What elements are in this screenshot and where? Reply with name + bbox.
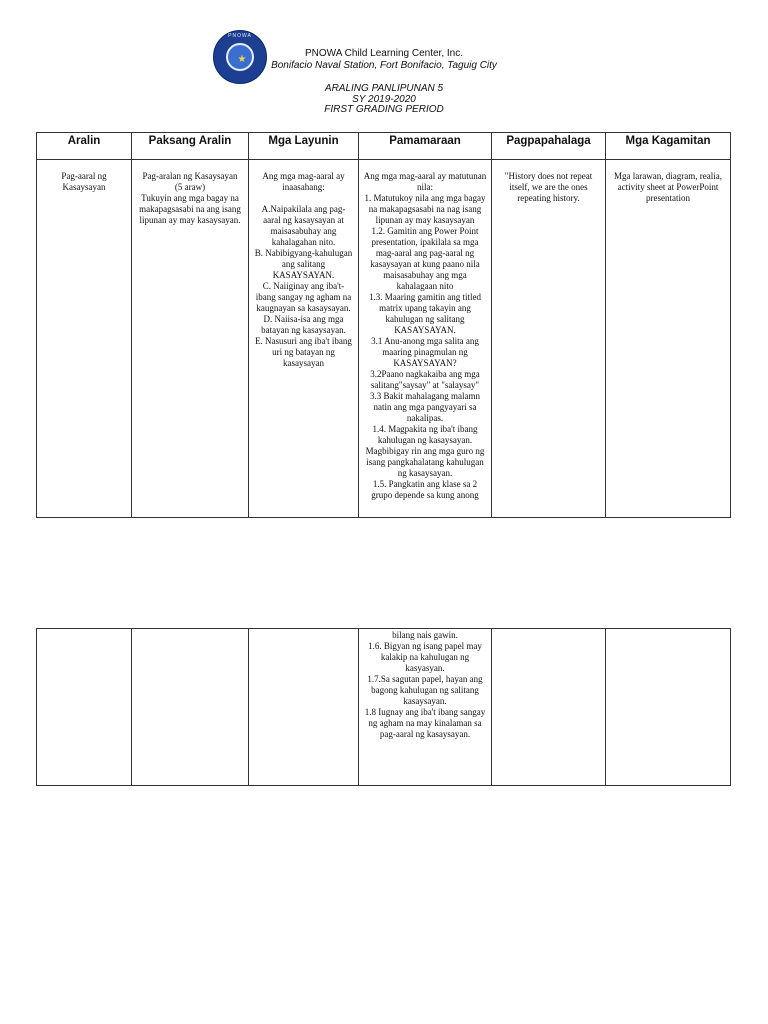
cell-pamamaraan	[359, 160, 492, 518]
logo-text: PNOWA	[228, 33, 252, 39]
col-header-mga-kagamitan: Mga Kagamitan	[606, 133, 731, 160]
kagamitan-text: Mga larawan, diagram, realia, activity sheet at PowerPoint presentation	[614, 171, 722, 203]
layunin-line: E. Nasusuri ang iba't ibang uri ng batayan ng kasaysayan	[255, 336, 352, 368]
cell-pagpapahalaga	[492, 160, 606, 518]
col-header-aralin: Aralin	[37, 133, 132, 160]
pamamaraan-line: 1.8 Iugnay ang iba't ibang sangay ng agham na may kinalaman sa pag-aaral ng kasaysayan.	[364, 707, 486, 739]
pagpapahalaga-text: "History does not repeat itself, we are the ones repeating history.	[504, 171, 593, 203]
col-header-pagpapahalaga: Pagpapahalaga	[492, 133, 606, 160]
pamamaraan-line: bilang nais gawin.	[392, 630, 458, 640]
pamamaraan-line: 1.5. Pangkatin ang klase sa 2 grupo depende sa kung anong	[371, 479, 479, 500]
cell-mga-kagamitan	[606, 160, 731, 518]
paksang-line: (5 araw)	[174, 182, 206, 192]
school-address: Bonifacio Naval Station, Fort Bonifacio, Taguig City	[271, 60, 497, 71]
layunin-spacer	[253, 193, 354, 204]
col-header-paksang-aralin: Paksang Aralin	[132, 133, 249, 160]
aralin-text: Pag-aaral ng Kasaysayan	[61, 171, 107, 192]
table-row	[37, 160, 731, 518]
lesson-plan-table	[36, 132, 731, 518]
pamamaraan-line: 1.2. Gamitin ang Power Point presentation, ipakilala sa mga mag-aaral ang pag-aaral ng kasaysayan at kung paano nila maisasabuhay ang mga kahalagaan nito	[370, 226, 480, 291]
school-year: SY 2019-2020	[352, 94, 416, 105]
col-header-pamamaraan: Pamamaraan	[359, 133, 492, 160]
pamamaraan-line: 1. Matutukoy nila ang mga bagay na makapagsasabi na nag isang lipunan ay may kasaysayan	[364, 193, 486, 225]
cell-mga-layunin	[249, 160, 359, 518]
star-icon: ★	[237, 54, 247, 65]
pamamaraan-line: 1.6. Bigyan ng isang papel may kalakip na kahulugan ng kasyasyan.	[368, 641, 482, 673]
pamamaraan-line: 1.4. Magpakita ng iba't ibang kahulugan ng kasaysayan. Magbibigay rin ang mga guro ng isang pangkahalatang kahulugan ng kasaysayan.	[365, 424, 485, 478]
pamamaraan-content	[363, 171, 487, 514]
pamamaraan-line: 1.3. Maaring gamitin ang titled matrix upang takayin ang kahulugan ng salitang KASAYSAYAN.	[369, 292, 481, 335]
pamamaraan-line: 3.2Paano nagkakaiba ang mga salitang"saysay" at "salaysay"	[370, 369, 480, 390]
layunin-line: A.Naipakilala ang pag-aaral ng kasaysayan at maisasabuhay ang kahalagahan nito.	[261, 204, 346, 247]
cell-aralin	[37, 629, 132, 786]
paksang-line: Tukuyin ang mga bagay na makapagsasabi na ang isang lipunan ay may kasaysayan.	[139, 193, 241, 225]
cell-mga-layunin	[249, 629, 359, 786]
cell-paksang-aralin	[132, 629, 249, 786]
cell-aralin	[37, 160, 132, 518]
layunin-line: B. Nabibigyang-kahulugan ang salitang KASAYSAYAN.	[254, 248, 353, 280]
pamamaraan-line: 3.1 Anu-anong mga salita ang maaring pinagmulan ng KASAYSAYAN?	[371, 336, 479, 368]
pamamaraan-line: 3.3 Bakit mahalagang malamn natin ang mga pangyayari sa nakalipas.	[370, 391, 480, 423]
subject-title: ARALING PANLIPUNAN 5	[324, 83, 444, 94]
cell-mga-kagamitan	[606, 629, 731, 786]
pamamaraan-line: Ang mga mag-aaral ay matutunan nila:	[363, 171, 487, 192]
pamamaraan-line: 1.7.Sa sagutan papel, hayan ang bagong kahulugan ng salitang kasaysayan.	[367, 674, 483, 706]
cell-pagpapahalaga	[492, 629, 606, 786]
cell-paksang-aralin	[132, 160, 249, 518]
paksang-line: Pag-aralan ng Kasaysayan	[142, 171, 238, 181]
layunin-line: Ang mga mag-aaral ay inaasahang:	[262, 171, 345, 192]
table-row	[37, 629, 731, 786]
table-header-row	[37, 133, 731, 160]
cell-pamamaraan	[359, 629, 492, 786]
lesson-plan-table-continued	[36, 628, 731, 786]
grading-period: FIRST GRADING PERIOD	[324, 104, 444, 115]
col-header-mga-layunin: Mga Layunin	[249, 133, 359, 160]
layunin-line: C. Naiiginay ang iba't-ibang sangay ng agham na kaugnayan sa kasaysayan.	[255, 281, 352, 313]
school-name: PNOWA Child Learning Center, Inc.	[304, 48, 464, 59]
layunin-line: D. Naiisa-isa ang mga batayan ng kasaysayan.	[261, 314, 346, 335]
